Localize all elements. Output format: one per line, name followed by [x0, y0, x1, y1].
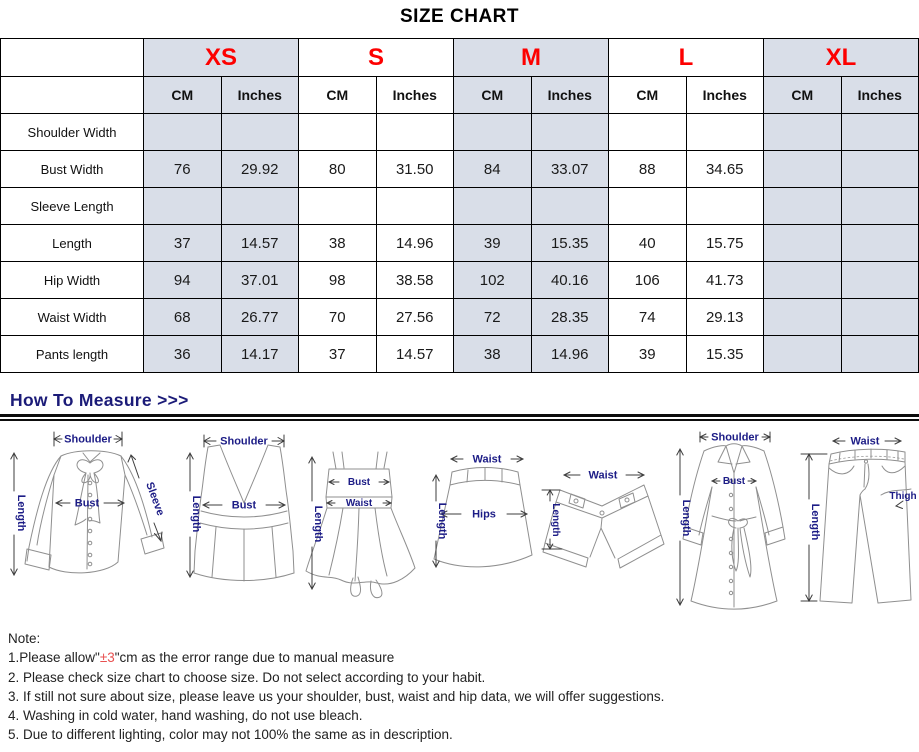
blouse-shoulder-label: Shoulder [64, 433, 112, 446]
table-cell: 26.77 [221, 299, 299, 336]
note-line-4: 4. Washing in cold water, hand washing, do not use bleach. [8, 708, 363, 724]
note-line-3: 3. If still not sure about size, please leave us your shoulder, bust, waist and hip data, we will offer suggestions. [8, 688, 665, 704]
table-cell: 38.58 [376, 262, 454, 299]
table-cell [299, 114, 377, 151]
skirt-hips-label: Hips [472, 508, 496, 521]
table-cell: 94 [144, 262, 222, 299]
table-cell [841, 299, 919, 336]
coat-bust-label: Bust [722, 476, 746, 487]
table-cell [144, 188, 222, 225]
table-row [1, 262, 919, 299]
table-cell: 34.65 [686, 151, 764, 188]
unit-cell: Inches [376, 77, 454, 114]
dress-illustration [303, 449, 427, 601]
size-header-row [1, 39, 919, 77]
table-row [1, 336, 919, 373]
row-label: Pants length [1, 336, 144, 373]
unit-cell: CM [299, 77, 377, 114]
note-text: 1.Please allow" [8, 650, 100, 666]
blouse-bust-label: Bust [74, 497, 100, 510]
table-cell [764, 299, 842, 336]
corner-cell [1, 77, 144, 114]
table-cell: 68 [144, 299, 222, 336]
table-row [1, 188, 919, 225]
table-row [1, 225, 919, 262]
measure-figures [0, 423, 919, 625]
coat-illustration [674, 429, 796, 621]
unit-cell: CM [609, 77, 687, 114]
tank-length-label: Length [190, 495, 202, 533]
table-cell: 28.35 [531, 299, 609, 336]
table-cell [841, 225, 919, 262]
table-cell: 15.35 [686, 336, 764, 373]
table-cell: 41.73 [686, 262, 764, 299]
how-to-measure-heading: How To Measure >>> [10, 390, 189, 410]
note-text: "cm as the error range due to manual measure [114, 650, 395, 666]
table-cell: 102 [454, 262, 532, 299]
unit-cell: CM [144, 77, 222, 114]
table-cell: 80 [299, 151, 377, 188]
table-row [1, 114, 919, 151]
table-cell [376, 188, 454, 225]
table-cell [531, 114, 609, 151]
blouse-sleeve-label: Sleeve [143, 480, 167, 518]
table-cell: 14.17 [221, 336, 299, 373]
shorts-length-label: Length [550, 503, 561, 537]
dress-waist-label: Waist [345, 498, 373, 509]
dress-bust-label: Bust [347, 477, 371, 488]
table-cell: 40.16 [531, 262, 609, 299]
skirt-waist-label: Waist [472, 453, 502, 466]
table-cell: 14.57 [221, 225, 299, 262]
table-cell [221, 188, 299, 225]
table-cell [609, 188, 687, 225]
unit-cell: CM [454, 77, 532, 114]
table-cell: 14.57 [376, 336, 454, 373]
tank-shoulder-label: Shoulder [220, 435, 268, 448]
table-cell [841, 262, 919, 299]
table-cell: 29.13 [686, 299, 764, 336]
shorts-waist-label: Waist [588, 469, 618, 482]
table-cell: 36 [144, 336, 222, 373]
pants-illustration [799, 433, 919, 613]
table-row [1, 151, 919, 188]
table-cell [841, 151, 919, 188]
unit-cell: Inches [531, 77, 609, 114]
notes-heading: Note: [8, 631, 41, 646]
table-cell: 84 [454, 151, 532, 188]
table-cell: 106 [609, 262, 687, 299]
table-cell [764, 114, 842, 151]
shorts-illustration [540, 465, 670, 577]
size-header-xs: XS [144, 39, 299, 77]
table-cell: 27.56 [376, 299, 454, 336]
table-cell: 98 [299, 262, 377, 299]
table-cell [454, 114, 532, 151]
table-cell [764, 225, 842, 262]
size-header-m: M [454, 39, 609, 77]
table-cell [454, 188, 532, 225]
unit-cell: Inches [221, 77, 299, 114]
table-cell [531, 188, 609, 225]
table-cell: 74 [609, 299, 687, 336]
size-header-s: S [299, 39, 454, 77]
table-cell [686, 114, 764, 151]
table-cell: 39 [454, 225, 532, 262]
table-cell: 14.96 [531, 336, 609, 373]
table-cell: 29.92 [221, 151, 299, 188]
row-label: Bust Width [1, 151, 144, 188]
table-cell: 31.50 [376, 151, 454, 188]
table-cell: 33.07 [531, 151, 609, 188]
unit-cell: Inches [686, 77, 764, 114]
table-cell [764, 262, 842, 299]
table-cell: 39 [609, 336, 687, 373]
skirt-illustration [431, 451, 537, 577]
corner-cell [1, 39, 144, 77]
row-label: Sleeve Length [1, 188, 144, 225]
tank-top-illustration [184, 433, 304, 585]
table-cell [686, 188, 764, 225]
table-cell: 72 [454, 299, 532, 336]
table-cell [144, 114, 222, 151]
table-cell: 15.35 [531, 225, 609, 262]
size-header-xl: XL [764, 39, 919, 77]
table-cell: 70 [299, 299, 377, 336]
note-line-2: 2. Please check size chart to choose size. Do not select according to your habit. [8, 669, 486, 685]
table-cell: 37 [144, 225, 222, 262]
table-cell [841, 336, 919, 373]
note-line-5: 5. Due to different lighting, color may not 100% the same as in description. [8, 727, 453, 743]
table-cell [764, 188, 842, 225]
table-cell: 38 [454, 336, 532, 373]
blouse-illustration [4, 429, 179, 595]
row-label: Waist Width [1, 299, 144, 336]
table-cell [841, 114, 919, 151]
pants-waist-label: Waist [850, 435, 880, 448]
page-title: SIZE CHART [400, 6, 519, 27]
unit-cell: CM [764, 77, 842, 114]
unit-cell: Inches [841, 77, 919, 114]
table-cell: 37 [299, 336, 377, 373]
coat-shoulder-label: Shoulder [711, 431, 759, 444]
coat-length-label: Length [680, 499, 692, 537]
notes-section [8, 629, 664, 745]
row-label: Length [1, 225, 144, 262]
table-cell: 37.01 [221, 262, 299, 299]
table-cell [764, 151, 842, 188]
table-cell: 14.96 [376, 225, 454, 262]
pants-length-label: Length [809, 503, 821, 541]
table-cell: 38 [299, 225, 377, 262]
size-header-l: L [609, 39, 764, 77]
size-table [0, 38, 919, 373]
table-cell [221, 114, 299, 151]
blouse-length-label: Length [15, 494, 27, 532]
note-line-1 [8, 648, 664, 667]
pants-thigh-label: Thigh [889, 491, 917, 502]
tank-bust-label: Bust [231, 499, 257, 512]
table-cell [764, 336, 842, 373]
row-label: Shoulder Width [1, 114, 144, 151]
table-cell [841, 188, 919, 225]
row-label: Hip Width [1, 262, 144, 299]
table-cell: 88 [609, 151, 687, 188]
table-cell: 15.75 [686, 225, 764, 262]
unit-header-row [1, 77, 919, 114]
note-error-range: ±3 [99, 650, 115, 666]
divider-rule [0, 414, 919, 421]
table-cell [299, 188, 377, 225]
table-cell: 40 [609, 225, 687, 262]
table-cell [376, 114, 454, 151]
dress-length-label: Length [312, 505, 324, 543]
skirt-length-label: Length [436, 502, 448, 540]
table-cell [609, 114, 687, 151]
table-cell: 76 [144, 151, 222, 188]
table-row [1, 299, 919, 336]
